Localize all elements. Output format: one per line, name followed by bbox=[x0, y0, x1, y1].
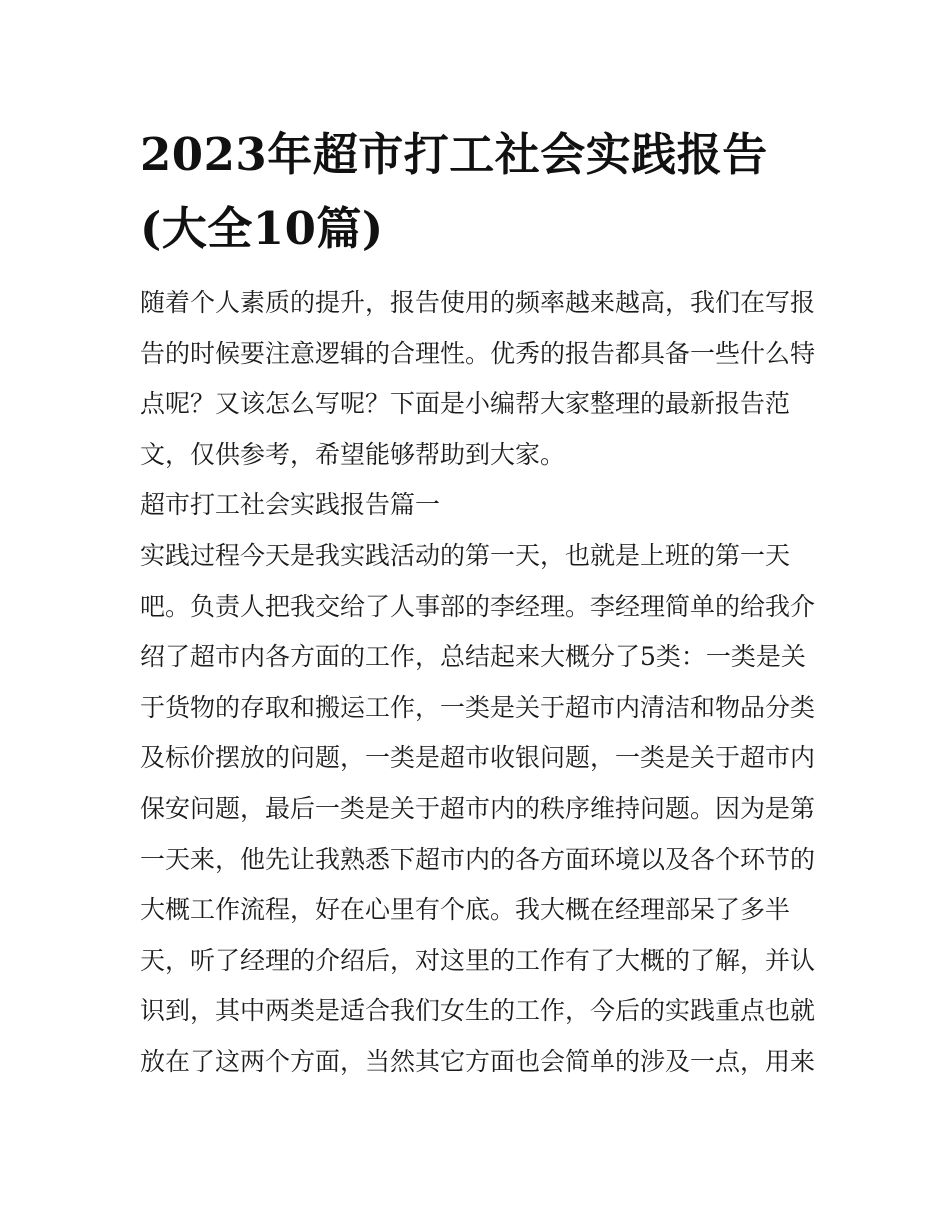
section-line: 放在了这两个方面，当然其它方面也会简单的涉及一点，用来 bbox=[140, 1046, 816, 1076]
intro-line: 文，仅供参考，希望能够帮助到大家。 bbox=[140, 439, 566, 469]
section-line: 于货物的存取和搬运工作，一类是关于超市内清洁和物品分类 bbox=[140, 692, 816, 722]
section-line: 实践过程今天是我实践活动的第一天，也就是上班的第一天 bbox=[140, 540, 791, 570]
section-line: 保安问题，最后一类是关于超市内的秩序维持问题。因为是第 bbox=[140, 793, 816, 823]
section-line: 大概工作流程，好在心里有个底。我大概在经理部呆了多半 bbox=[140, 895, 791, 925]
section-line: 吧。负责人把我交给了人事部的李经理。李经理简单的给我介 bbox=[140, 591, 816, 621]
section-heading: 超市打工社会实践报告篇一 bbox=[140, 490, 441, 520]
intro-line: 告的时候要注意逻辑的合理性。优秀的报告都具备一些什么特 bbox=[140, 338, 816, 368]
title-line: 2023年超市打工社会实践报告 bbox=[140, 128, 768, 181]
section-line: 绍了超市内各方面的工作，总结起来大概分了5类：一类是关 bbox=[140, 642, 806, 672]
section-line: 一天来，他先让我熟悉下超市内的各方面环境以及各个环节的 bbox=[140, 844, 816, 874]
title-line: (大全10篇) bbox=[140, 202, 384, 255]
intro-line: 点呢？又该怎么写呢？下面是小编帮大家整理的最新报告范 bbox=[140, 389, 791, 419]
section-line: 天，听了经理的介绍后，对这里的工作有了大概的了解，并认 bbox=[140, 945, 816, 975]
section-line: 及标价摆放的问题，一类是超市收银问题，一类是关于超市内 bbox=[140, 743, 816, 773]
intro-line: 随着个人素质的提升，报告使用的频率越来越高，我们在写报 bbox=[140, 288, 816, 317]
document-title bbox=[140, 118, 820, 266]
section-line: 识到，其中两类是适合我们女生的工作，今后的实践重点也就 bbox=[140, 996, 816, 1026]
document-body bbox=[140, 278, 820, 1088]
